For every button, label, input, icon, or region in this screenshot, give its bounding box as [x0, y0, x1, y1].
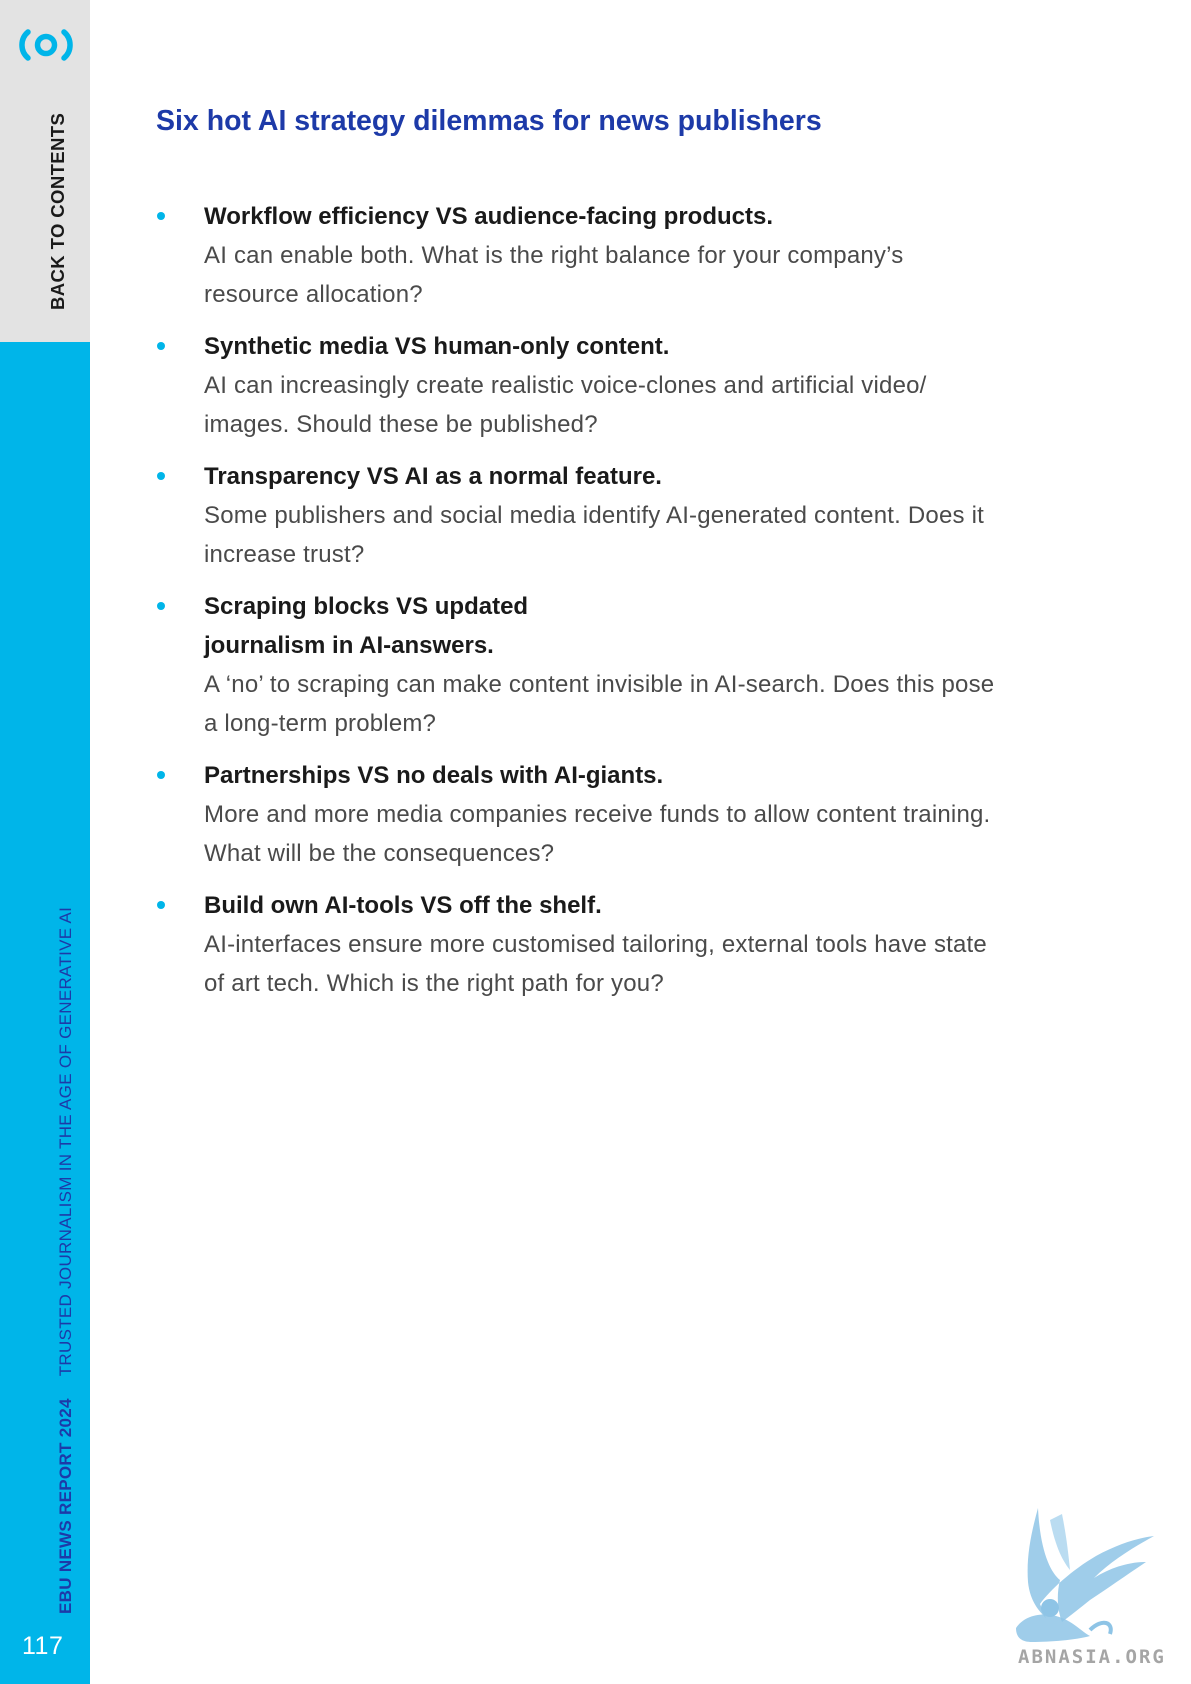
page-title: Six hot AI strategy dilemmas for news publishers — [156, 105, 822, 137]
dilemma-body: AI can enable both. What is the right balance for your company’s resource allocation? — [204, 242, 904, 308]
list-item — [156, 457, 1126, 574]
list-item — [156, 587, 1126, 743]
watermark — [1010, 1500, 1185, 1680]
page-number: 117 — [22, 1632, 64, 1660]
dilemma-body: A ‘no’ to scraping can make content invisible in AI-search. Does this pose a long-term problem? — [204, 671, 995, 737]
dilemma-body: Some publishers and social media identify AI-generated content. Does it increase trust? — [204, 502, 984, 568]
dilemma-heading: Build own AI-tools VS off the shelf. — [204, 892, 602, 919]
dilemma-heading: Synthetic media VS human-only content. — [204, 333, 670, 360]
back-to-contents-panel[interactable] — [0, 0, 90, 342]
bullet-icon — [157, 342, 165, 350]
dilemma-heading: Transparency VS AI as a normal feature. — [204, 463, 662, 490]
griffin-logo-icon — [1010, 1500, 1160, 1650]
ebu-logo-icon[interactable] — [18, 28, 74, 62]
back-to-contents-link[interactable]: BACK TO CONTENTS — [47, 112, 68, 310]
sidebar-report-band — [0, 342, 90, 1684]
dilemma-body: AI can increasingly create realistic voice-clones and artificial video/ images. Should these be published? — [204, 372, 927, 438]
list-item — [156, 327, 1126, 444]
dilemma-heading: Workflow efficiency VS audience-facing products. — [204, 203, 774, 230]
dilemma-heading: Partnerships VS no deals with AI-giants. — [204, 762, 664, 789]
bullet-icon — [157, 901, 165, 909]
report-name: EBU NEWS REPORT 2024 — [56, 1398, 75, 1614]
bullet-icon — [157, 771, 165, 779]
dilemma-heading: Scraping blocks VS updated journalism in AI-answers. — [204, 593, 529, 659]
report-subtitle: TRUSTED JOURNALISM IN THE AGE OF GENERATIVE AI — [56, 906, 75, 1377]
list-item — [156, 197, 1126, 314]
watermark-text: ABNASIA.ORG — [1018, 1646, 1166, 1668]
bullet-icon — [157, 472, 165, 480]
list-item — [156, 756, 1126, 873]
bullet-icon — [157, 212, 165, 220]
dilemma-body: More and more media companies receive funds to allow content training. What will be the consequences? — [204, 801, 991, 867]
sidebar — [0, 0, 90, 1684]
bullet-icon — [157, 602, 165, 610]
report-title — [56, 907, 76, 1614]
list-item — [156, 886, 1126, 1003]
dilemma-body: AI-interfaces ensure more customised tailoring, external tools have state of art tech. Which is the right path for you? — [204, 931, 987, 997]
dilemma-list — [156, 197, 1126, 1016]
